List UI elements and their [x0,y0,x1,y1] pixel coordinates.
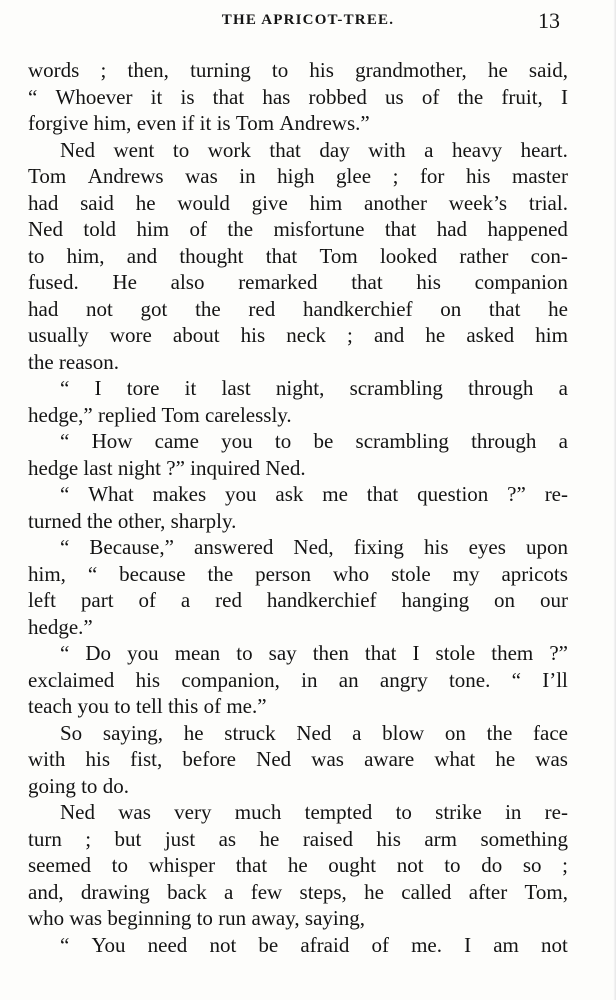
text-line: hedge.” [28,614,93,639]
text-line: Ned went to work that day with a heavy heart. [60,137,568,162]
text-line: with his fist, before Ned was aware what he was [28,747,568,771]
text-line: Ned was very much tempted to strike in re- [60,800,568,824]
text-line: the reason. [28,349,119,374]
text-line: “ I tore it last night, scrambling through a [60,376,568,400]
text-line: So saying, he struck Ned a blow on the face [60,720,568,745]
text-line: “ How came you to be scrambling through a [60,429,568,453]
text-line: seemed to whisper that he ought not to do so ; [28,853,568,877]
text-line: and, drawing back a few steps, he called after Tom, [28,879,568,904]
text-line: “ Do you mean to say then that I stole them ?” [60,641,568,665]
text-line: who was beginning to run away, saying, [28,906,365,930]
text-line: left part of a red handkerchief hanging on our [28,588,568,612]
text-line: him, “ because the person who stole my apricots [28,561,568,586]
text-line: teach you to tell this of me.” [28,694,267,718]
text-line: hedge last night ?” inquired Ned. [28,455,306,480]
page-number: 13 [538,8,560,33]
text-line: had said he would give him another week’s trial. [28,190,568,215]
text-line: turn ; but just as he raised his arm something [28,826,568,851]
text-line: “ You need not be afraid of me. I am not [60,932,568,957]
text-line: “ Whoever it is that has robbed us of the fruit, I [28,84,568,109]
running-title: THE APRICOT-TREE. [221,12,395,28]
text-line: forgive him, even if it is Tom Andrews.” [28,111,370,135]
text-line: words ; then, turning to his grandmother, he said, [28,58,568,82]
text-line: hedge,” replied Tom carelessly. [28,402,292,427]
text-line: going to do. [28,773,129,798]
text-line: to him, and thought that Tom looked rather con- [28,243,568,268]
text-line: usually wore about his neck ; and he asked him [28,323,568,347]
text-line: had not got the red handkerchief on that he [28,296,568,321]
body-text [28,57,568,958]
text-line: exclaimed his companion, in an angry tone. “ I’ll [28,667,568,692]
text-line: Tom Andrews was in high glee ; for his master [28,164,568,188]
text-line: “ What makes you ask me that question ?” re- [60,482,568,506]
page-header [0,8,616,36]
text-line: fused. He also remarked that his companion [28,270,568,294]
text-line: “ Because,” answered Ned, fixing his eyes upon [60,535,568,559]
text-line: Ned told him of the misfortune that had happened [28,217,568,241]
text-line: turned the other, sharply. [28,508,237,533]
